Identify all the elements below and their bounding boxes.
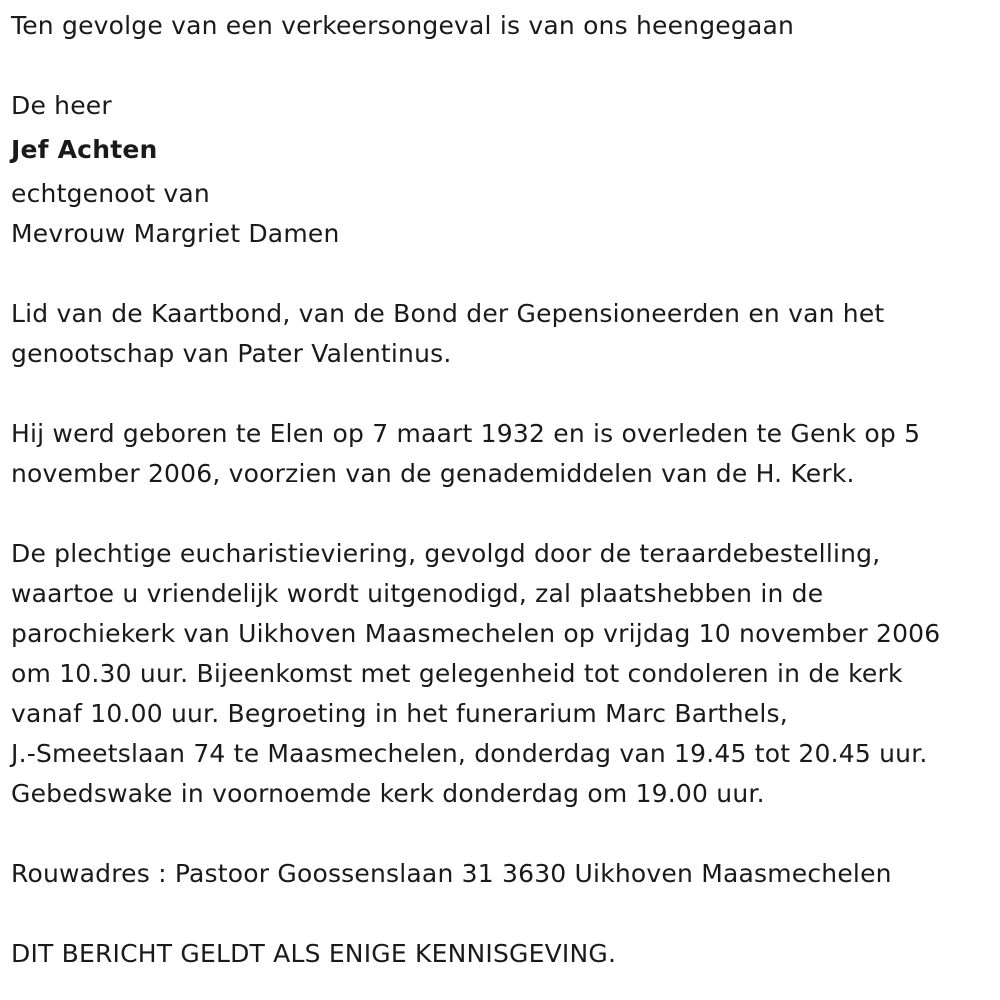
spouse-label: echtgenoot van <box>11 179 210 208</box>
spacer <box>11 494 1000 534</box>
membership-line: genootschap van Pater Valentinus. <box>11 339 452 368</box>
spouse-name: Mevrouw Margriet Damen <box>11 219 340 248</box>
ceremony-line: De plechtige eucharistieviering, gevolgd door de teraardebestelling, <box>11 539 881 568</box>
spacer <box>11 254 1000 294</box>
spacer <box>11 894 1000 934</box>
life-line: november 2006, voorzien van de genademiddelen van de H. Kerk. <box>11 459 855 488</box>
closing-statement: DIT BERICHT GELDT ALS ENIGE KENNISGEVING. <box>11 939 617 968</box>
spacer <box>11 374 1000 414</box>
ceremony-line: waartoe u vriendelijk wordt uitgenodigd, zal plaatshebben in de <box>11 579 824 608</box>
ceremony-line: om 10.30 uur. Bijeenkomst met gelegenheid tot condoleren in de kerk <box>11 659 903 688</box>
mourning-address: Rouwadres : Pastoor Goossenslaan 31 3630 Uikhoven Maasmechelen <box>11 859 892 888</box>
deceased-name: Jef Achten <box>11 135 158 164</box>
life-line: Hij werd geboren te Elen op 7 maart 1932 en is overleden te Genk op 5 <box>11 419 921 448</box>
ceremony-line: J.-Smeetslaan 74 te Maasmechelen, donderdag van 19.45 tot 20.45 uur. <box>11 739 928 768</box>
ceremony-line: parochiekerk van Uikhoven Maasmechelen op vrijdag 10 november 2006 <box>11 619 941 648</box>
life-paragraph <box>11 414 1000 494</box>
salutation: De heer <box>11 91 112 120</box>
ceremony-line: vanaf 10.00 uur. Begroeting in het funerarium Marc Barthels, <box>11 699 788 728</box>
membership-line: Lid van de Kaartbond, van de Bond der Gepensioneerden en van het <box>11 299 885 328</box>
spacer <box>11 46 1000 86</box>
spacer <box>11 814 1000 854</box>
ceremony-paragraph <box>11 534 1000 814</box>
ceremony-line: Gebedswake in voornoemde kerk donderdag om 19.00 uur. <box>11 779 765 808</box>
intro-line: Ten gevolge van een verkeersongeval is van ons heengegaan <box>11 11 795 40</box>
membership-paragraph <box>11 294 1000 374</box>
